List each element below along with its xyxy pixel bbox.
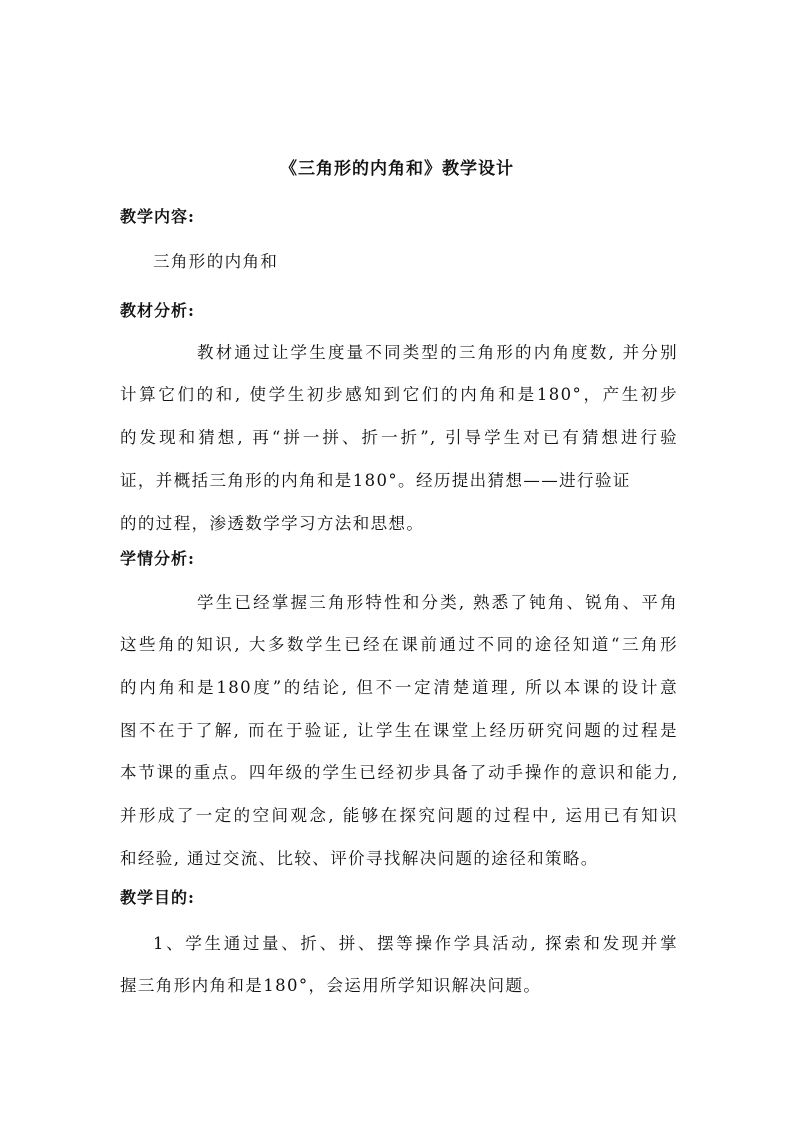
section-heading-objectives: 教学目的: bbox=[120, 888, 195, 907]
learning-line: 并形成了一定的空间观念, 能够在探究问题的过程中, 运用已有知识 bbox=[120, 806, 678, 825]
material-line: 教材通过让学生度量不同类型的三角形的内角度数, 并分别 bbox=[197, 343, 678, 362]
document-title: 《三角形的内角和》教学设计 bbox=[280, 159, 514, 179]
objective-line: 握三角形内角和是180°，会运用所学知识解决问题。 bbox=[120, 976, 542, 995]
learning-line: 和经验, 通过交流、比较、评价寻找解决问题的途径和策略。 bbox=[120, 849, 599, 868]
learning-line: 图不在于了解, 而在于验证, 让学生在课堂上经历研究问题的过程是 bbox=[120, 721, 678, 740]
section-heading-learning-analysis: 学情分析: bbox=[120, 549, 195, 568]
section-heading-material-analysis: 教材分析: bbox=[120, 301, 195, 320]
material-line: 计算它们的和, 使学生初步感知到它们的内角和是180°，产生初步 bbox=[120, 385, 678, 404]
content-line: 三角形的内角和 bbox=[153, 252, 279, 271]
objective-line: 1、学生通过量、折、拼、摆等操作学具活动, 探索和发现并掌 bbox=[153, 934, 678, 953]
learning-line: 学生已经掌握三角形特性和分类, 熟悉了钝角、锐角、平角 bbox=[197, 593, 678, 612]
learning-line: 本节课的重点。四年级的学生已经初步具备了动手操作的意识和能力, bbox=[120, 763, 678, 782]
material-line: 的发现和猜想, 再“拼一拼、折一折”, 引导学生对已有猜想进行验 bbox=[120, 428, 678, 447]
material-line: 证，并概括三角形的内角和是180°。经历提出猜想——进行验证 bbox=[120, 471, 631, 490]
learning-line: 的内角和是180度”的结论, 但不一定清楚道理, 所以本课的设计意 bbox=[120, 678, 678, 697]
section-heading-content: 教学内容: bbox=[120, 207, 195, 226]
learning-line: 这些角的知识, 大多数学生已经在课前通过不同的途径知道“三角形 bbox=[120, 635, 678, 654]
material-line: 的的过程，渗透数学学习方法和思想。 bbox=[120, 514, 425, 533]
